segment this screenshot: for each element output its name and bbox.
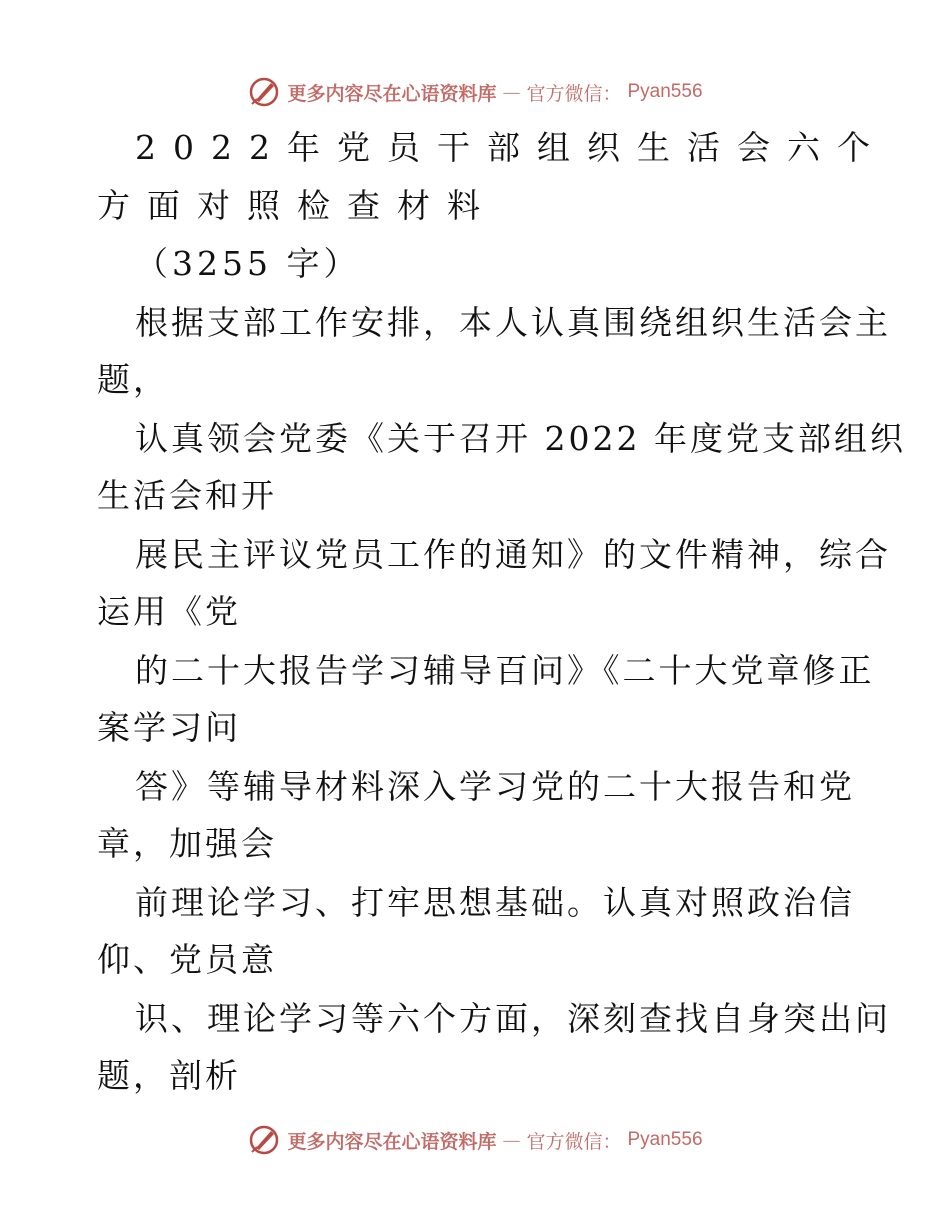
watermark-separator: —	[502, 1129, 521, 1151]
paragraph-line: 识、理论学习等六个方面，深刻查找自身突出问	[135, 999, 891, 1038]
header-watermark	[0, 72, 950, 112]
paragraph-line: 案学习问	[97, 708, 241, 747]
paragraph-line: 生活会和开	[97, 476, 277, 515]
quill-pen-logo-icon	[247, 75, 281, 109]
paragraph-line: 认真领会党委《关于召开 2022 年度党支部组织	[135, 419, 906, 458]
watermark-separator: —	[502, 81, 521, 103]
watermark-wechat-label: 官方微信：	[526, 1130, 622, 1153]
paragraph-line: 题，剖析	[97, 1056, 241, 1095]
paragraph-line: 题，	[97, 360, 169, 399]
word-count: （3255 字）	[135, 244, 361, 283]
watermark-wechat-label: 官方微信：	[526, 82, 622, 105]
document-title-line-1: 2022年党员干部组织生活会六个	[135, 128, 887, 167]
paragraph-line: 运用《党	[97, 592, 241, 631]
paragraph-line: 答》等辅导材料深入学习党的二十大报告和党	[135, 767, 855, 806]
paragraph-line: 展民主评议党员工作的通知》的文件精神，综合	[135, 535, 891, 574]
paragraph-line: 仰、党员意	[97, 940, 277, 979]
paragraph-line: 根据支部工作安排，本人认真围绕组织生活会主	[135, 303, 891, 342]
watermark-text: 更多内容尽在心语资料库	[287, 82, 497, 105]
paragraph-line: 章，加强会	[97, 824, 277, 863]
footer-watermark	[0, 1120, 950, 1160]
watermark-text: 更多内容尽在心语资料库	[287, 1130, 497, 1153]
quill-pen-logo-icon	[247, 1123, 281, 1157]
paragraph-line: 前理论学习、打牢思想基础。认真对照政治信	[135, 883, 855, 922]
watermark-handle: Pyan556	[627, 81, 703, 102]
document-title-line-2: 方面对照检查材料	[97, 186, 497, 225]
paragraph-line: 的二十大报告学习辅导百问》《二十大党章修正	[135, 651, 875, 690]
watermark-handle: Pyan556	[627, 1129, 703, 1150]
